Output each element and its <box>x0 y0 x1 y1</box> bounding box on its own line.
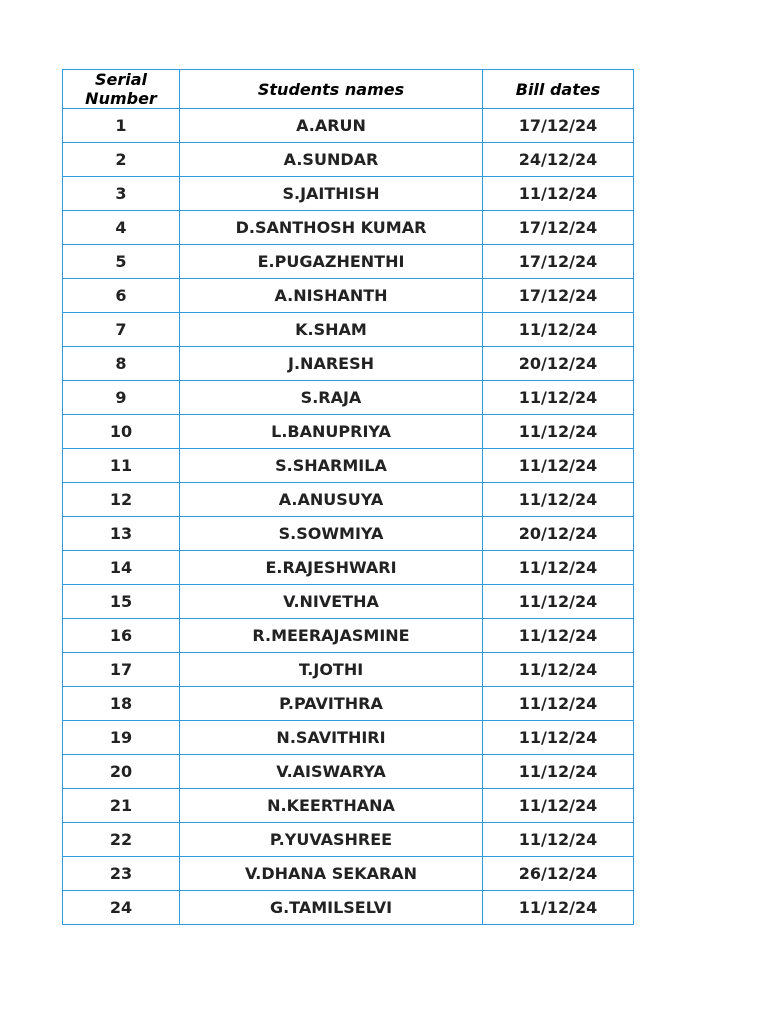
student-name-cell: E.RAJESHWARI <box>180 551 483 585</box>
student-name-cell: D.SANTHOSH KUMAR <box>180 211 483 245</box>
student-name-cell: R.MEERAJASMINE <box>180 619 483 653</box>
serial-number-cell: 17 <box>63 653 180 687</box>
student-name-cell: N.KEERTHANA <box>180 789 483 823</box>
serial-header-line2: Number <box>85 89 157 108</box>
table-row <box>63 449 634 483</box>
bill-date-cell: 11/12/24 <box>483 483 634 517</box>
serial-number-cell: 19 <box>63 721 180 755</box>
table-body <box>63 109 634 925</box>
bill-dates-header: Bill dates <box>483 70 634 109</box>
serial-number-cell: 23 <box>63 857 180 891</box>
table-row <box>63 857 634 891</box>
table-row <box>63 313 634 347</box>
table-row <box>63 517 634 551</box>
student-name-cell: J.NARESH <box>180 347 483 381</box>
student-name-cell: P.YUVASHREE <box>180 823 483 857</box>
student-name-cell: S.SOWMIYA <box>180 517 483 551</box>
table-row <box>63 279 634 313</box>
serial-number-cell: 21 <box>63 789 180 823</box>
table-row <box>63 211 634 245</box>
serial-number-cell: 3 <box>63 177 180 211</box>
student-name-cell: A.SUNDAR <box>180 143 483 177</box>
table-row <box>63 483 634 517</box>
bill-date-cell: 17/12/24 <box>483 211 634 245</box>
serial-number-cell: 20 <box>63 755 180 789</box>
table-row <box>63 585 634 619</box>
table-row <box>63 143 634 177</box>
student-name-cell: V.AISWARYA <box>180 755 483 789</box>
table-row <box>63 721 634 755</box>
student-name-cell: K.SHAM <box>180 313 483 347</box>
table-row <box>63 551 634 585</box>
table-row <box>63 789 634 823</box>
bill-date-cell: 11/12/24 <box>483 721 634 755</box>
table-row <box>63 245 634 279</box>
table-row <box>63 109 634 143</box>
bill-date-cell: 11/12/24 <box>483 449 634 483</box>
bill-date-cell: 11/12/24 <box>483 789 634 823</box>
student-name-cell: L.BANUPRIYA <box>180 415 483 449</box>
serial-number-cell: 18 <box>63 687 180 721</box>
bill-date-cell: 11/12/24 <box>483 823 634 857</box>
bill-date-cell: 24/12/24 <box>483 143 634 177</box>
serial-number-cell: 13 <box>63 517 180 551</box>
student-name-cell: G.TAMILSELVI <box>180 891 483 925</box>
student-name-cell: S.JAITHISH <box>180 177 483 211</box>
table-row <box>63 347 634 381</box>
student-names-header: Students names <box>180 70 483 109</box>
serial-number-cell: 15 <box>63 585 180 619</box>
serial-number-cell: 7 <box>63 313 180 347</box>
bill-date-cell: 11/12/24 <box>483 653 634 687</box>
bill-date-cell: 11/12/24 <box>483 619 634 653</box>
serial-number-cell: 8 <box>63 347 180 381</box>
table-row <box>63 415 634 449</box>
bill-date-cell: 20/12/24 <box>483 517 634 551</box>
serial-number-cell: 4 <box>63 211 180 245</box>
student-name-cell: S.RAJA <box>180 381 483 415</box>
bill-date-cell: 17/12/24 <box>483 245 634 279</box>
serial-number-cell: 12 <box>63 483 180 517</box>
serial-number-cell: 2 <box>63 143 180 177</box>
bill-date-cell: 17/12/24 <box>483 279 634 313</box>
serial-number-cell: 6 <box>63 279 180 313</box>
serial-number-cell: 11 <box>63 449 180 483</box>
serial-number-cell: 24 <box>63 891 180 925</box>
student-name-cell: N.SAVITHIRI <box>180 721 483 755</box>
serial-number-cell: 9 <box>63 381 180 415</box>
student-name-cell: A.ARUN <box>180 109 483 143</box>
table-row <box>63 653 634 687</box>
bill-date-cell: 11/12/24 <box>483 177 634 211</box>
student-name-cell: A.ANUSUYA <box>180 483 483 517</box>
table-row <box>63 177 634 211</box>
serial-number-cell: 5 <box>63 245 180 279</box>
table-row <box>63 687 634 721</box>
table-row <box>63 755 634 789</box>
table-row <box>63 619 634 653</box>
table-row <box>63 823 634 857</box>
student-bill-table <box>62 69 634 925</box>
bill-date-cell: 11/12/24 <box>483 755 634 789</box>
bill-date-cell: 20/12/24 <box>483 347 634 381</box>
bill-date-cell: 17/12/24 <box>483 109 634 143</box>
bill-date-cell: 11/12/24 <box>483 313 634 347</box>
serial-number-cell: 22 <box>63 823 180 857</box>
student-name-cell: E.PUGAZHENTHI <box>180 245 483 279</box>
student-name-cell: T.JOTHI <box>180 653 483 687</box>
bill-date-cell: 11/12/24 <box>483 551 634 585</box>
bill-date-cell: 26/12/24 <box>483 857 634 891</box>
bill-date-cell: 11/12/24 <box>483 687 634 721</box>
bill-date-cell: 11/12/24 <box>483 585 634 619</box>
table-row <box>63 381 634 415</box>
serial-number-header <box>63 70 180 109</box>
table-header-row <box>63 70 634 109</box>
student-name-cell: P.PAVITHRA <box>180 687 483 721</box>
bill-date-cell: 11/12/24 <box>483 891 634 925</box>
bill-date-cell: 11/12/24 <box>483 381 634 415</box>
serial-number-cell: 10 <box>63 415 180 449</box>
student-name-cell: V.NIVETHA <box>180 585 483 619</box>
serial-number-cell: 14 <box>63 551 180 585</box>
bill-date-cell: 11/12/24 <box>483 415 634 449</box>
student-name-cell: S.SHARMILA <box>180 449 483 483</box>
student-name-cell: A.NISHANTH <box>180 279 483 313</box>
document-page <box>62 69 634 925</box>
serial-number-cell: 1 <box>63 109 180 143</box>
serial-number-cell: 16 <box>63 619 180 653</box>
table-row <box>63 891 634 925</box>
serial-header-line1: Serial <box>94 70 148 89</box>
student-name-cell: V.DHANA SEKARAN <box>180 857 483 891</box>
